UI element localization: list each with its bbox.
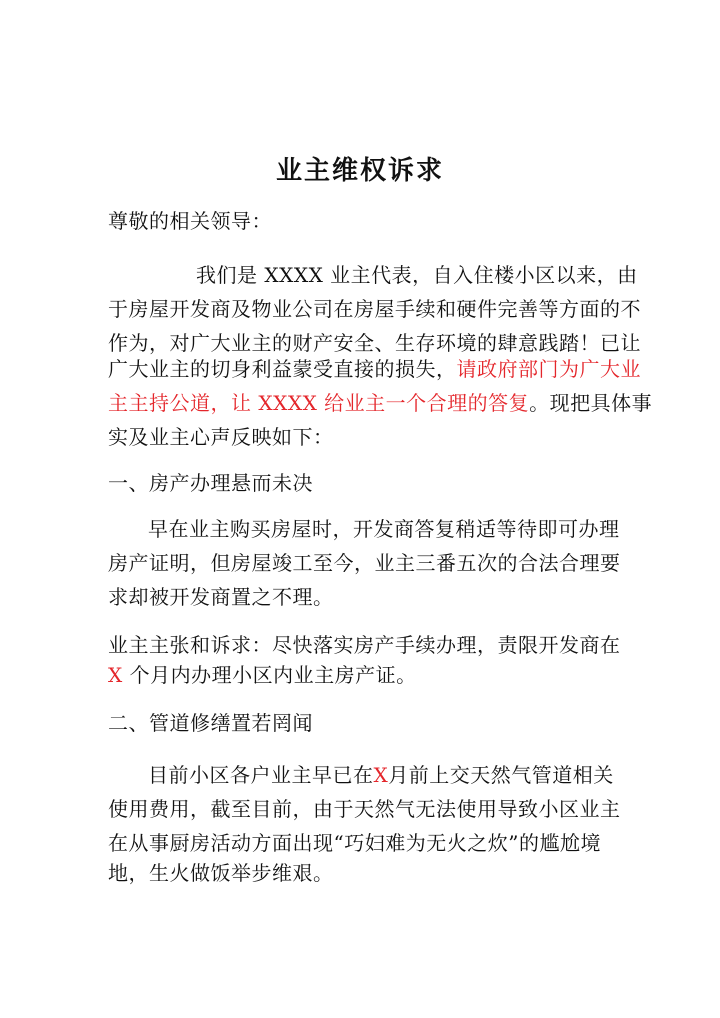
para1-line-5-highlight: 主主持公道，让 XXXX 给业主一个合理的答复	[108, 391, 530, 415]
section1-line-3: 求却被开发商置之不理。	[108, 585, 334, 609]
section1-claim-line-1: 业主主张和诉求：尽快落实房产手续办理，责限开发商在	[108, 633, 621, 657]
section2-line-1	[148, 758, 614, 792]
section1-heading: 一、房产办理悬而未决	[108, 471, 313, 495]
salutation: 尊敬的相关领导：	[108, 209, 272, 233]
para1-line-4-highlight: 请政府部门为广大业	[456, 357, 641, 381]
claim-months-highlight: X	[108, 663, 123, 687]
claim-line-2-text: 个月内办理小区内业主房产证。	[122, 663, 417, 687]
document-title: 业主维权诉求	[275, 156, 444, 186]
para1-line-5-text: 。现把具体事	[529, 391, 653, 415]
para1-line-5	[108, 386, 652, 420]
section1-claim-line-2	[108, 658, 417, 692]
section2-line-3: 在从事厨房活动方面出现“巧妇难为无火之炊”的尴尬境	[108, 831, 601, 855]
section2-line-1-text-b: 月前上交天然气管道相关	[388, 763, 614, 787]
para1-line-4-text: 广大业主的切身利益蒙受直接的损失，	[108, 357, 457, 381]
para1-line-3: 作为，对广大业主的财产安全、生存环境的肆意践踏！已让	[108, 331, 641, 355]
section2-line-4: 地，生火做饭举步维艰。	[108, 861, 334, 885]
para1-line-1: 我们是 XXXX 业主代表，自入住楼小区以来，由	[196, 263, 638, 287]
para1-line-6: 实及业主心声反映如下：	[108, 425, 334, 449]
section2-line-2: 使用费用，截至目前，由于天然气无法使用导致小区业主	[108, 797, 621, 821]
para1-line-4	[108, 352, 641, 386]
para1-line-2: 于房屋开发商及物业公司在房屋手续和硬件完善等方面的不	[108, 297, 641, 321]
section2-line-1-text-a: 目前小区各户业主早已在	[148, 763, 374, 787]
section1-line-1: 早在业主购买房屋时，开发商答复稍适等待即可办理	[148, 517, 620, 541]
section1-line-2: 房产证明，但房屋竣工至今，业主三番五次的合法合理要	[108, 551, 621, 575]
section2-months-highlight: X	[373, 763, 389, 787]
section2-heading: 二、管道修缮置若罔闻	[108, 711, 313, 735]
